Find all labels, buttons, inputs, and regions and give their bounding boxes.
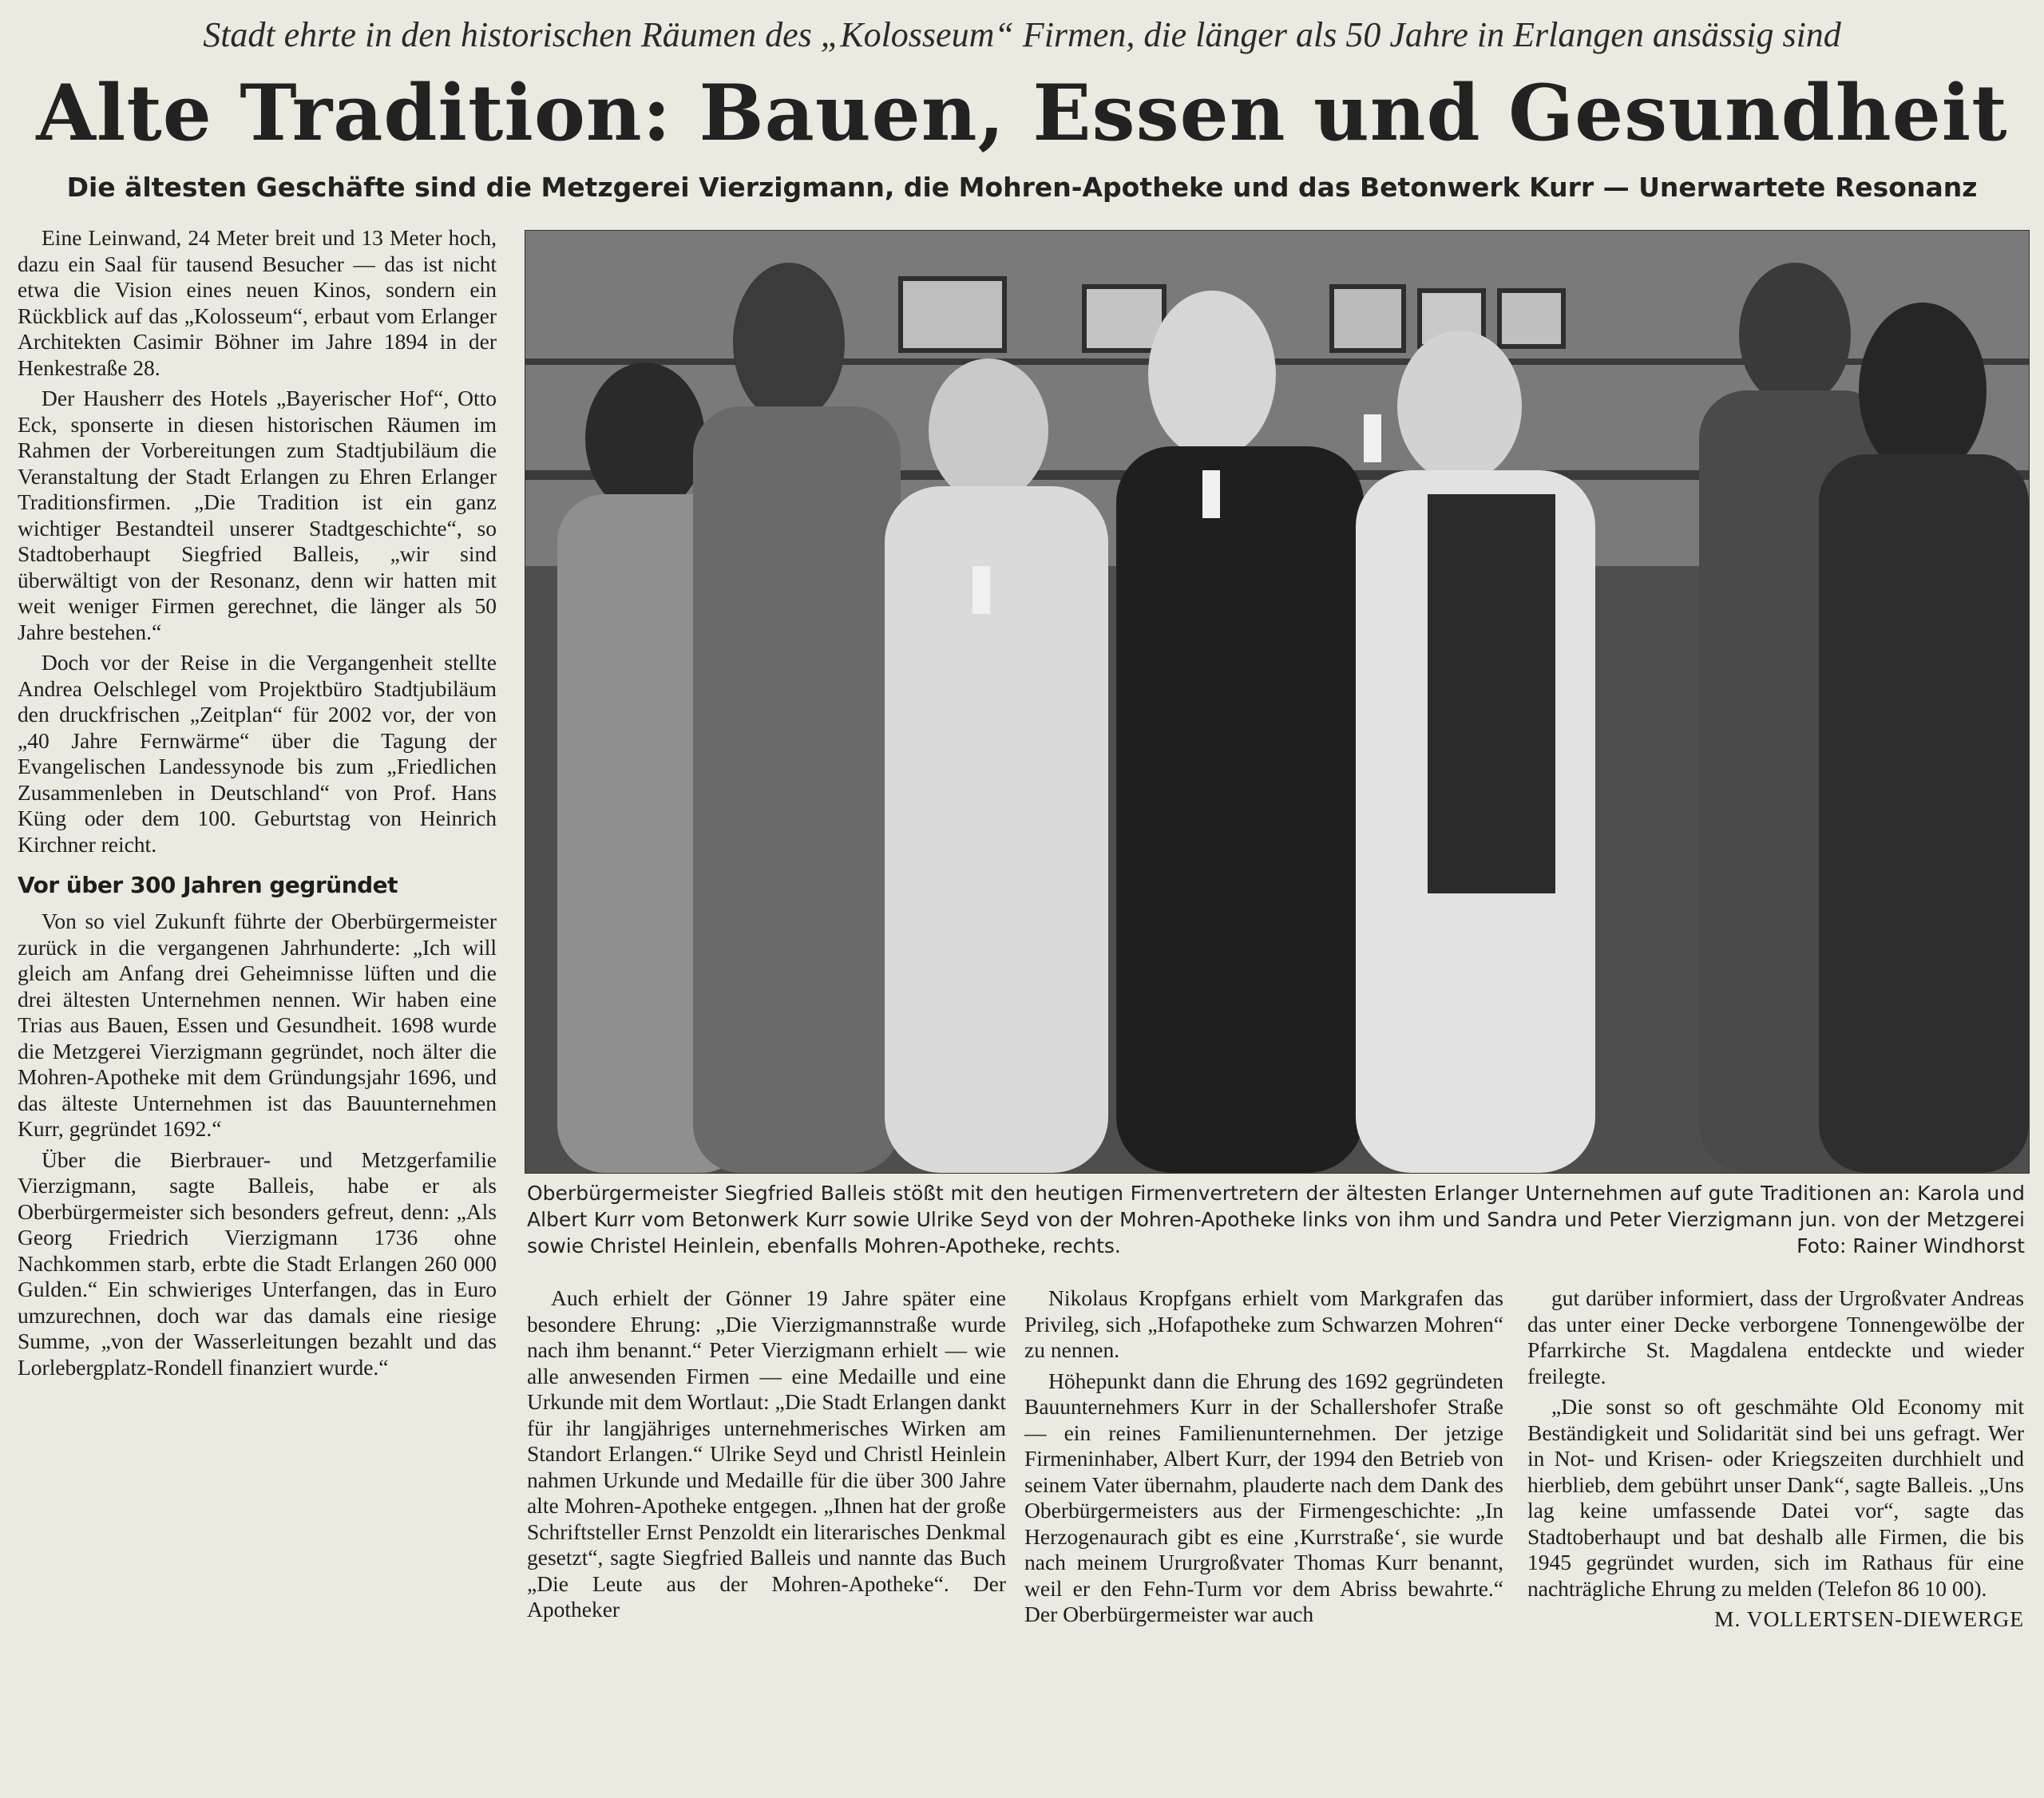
paragraph: Höhepunkt dann die Ehrung des 1692 gegründeten Bauunternehmers Kurr in der Schallershofer Straße — ein reines Familienunternehmen. Der jetzige Firmeninhaber, Albert Kurr, der 1994 den Betrieb von seinem Vater übernahm, plauderte nach dem Dank des Oberbürgermeisters aus der Firmengeschichte: „In Herzogenaurach gibt es eine ‚Kurrstraße‘, sie wurde nach meinem Ururgroßvater Thomas Kurr benannt, weil er den Fehn-Turm vor dem Abriss bewahrte.“ Der Oberbürgermeister war auch (1024, 1368, 1503, 1626)
article-column-2 (527, 1285, 1006, 1796)
paragraph: Über die Bierbrauer- und Metzgerfamilie Vierzigmann, sagte Balleis, habe er als Oberbürgermeister sich besonders gefreut, denn: „Als Georg Friedrich Vierzigmann 1736 ohne Nachkommen starb, erbte die Stadt Erlangen 260 000 Gulden.“ Ein schwieriges Unterfangen, das in Euro umzurechnen, doch war das damals eine riesige Summe, „von der Wasserleitungen bezahlt und das Lorlebergplatz-Rondell finanziert wurde.“ (18, 1147, 497, 1380)
kicker-line: Stadt ehrte in den historischen Räumen des „Kolosseum“ Firmen, die länger als 50 Jahre in Erlangen ansässig sind (203, 15, 1841, 54)
author-byline: M. VOLLERTSEN-DIEWERGE (1714, 1606, 2024, 1631)
photo-caption (527, 1180, 2025, 1259)
subheadline: Die ältesten Geschäfte sind die Metzgerei Vierzigmann, die Mohren-Apotheke und das Betonwerk Kurr — Unerwartete Resonanz (66, 172, 1978, 203)
paragraph: Eine Leinwand, 24 Meter breit und 13 Meter hoch, dazu ein Saal für tausend Besucher — das ist nicht etwa die Vision eines neuen Kinos, sondern ein Rückblick auf das „Kolosseum“, erbaut vom Erlanger Architekten Casimir Böhner im Jahre 1894 in der Henkestraße 28. (18, 225, 497, 380)
paragraph: gut darüber informiert, dass der Urgroßvater Andreas das unter einer Decke verborgene Tonnengewölbe der Pfarrkirche St. Magdalena entdeckte und wieder freilegte. (1527, 1285, 2024, 1388)
paragraph: Von so viel Zukunft führte der Oberbürgermeister zurück in die vergangenen Jahrhunderte: „Ich will gleich am Anfang drei Geheimnisse lüften und die drei ältesten Unternehmen nennen. Wir haben eine Trias aus Bauen, Essen und Gesundheit. 1698 wurde die Metzgerei Vierzigmann gegründet, noch älter die Mohren-Apotheke mit dem Gründungsjahr 1696, und das älteste Unternehmen ist das Bauunternehmen Kurr, gegründet 1692.“ (18, 909, 497, 1141)
paragraph: Nikolaus Kropfgans erhielt vom Markgrafen das Privileg, sich „Hofapotheke zum Schwarzen Mohren“ zu nennen. (1024, 1285, 1503, 1362)
paragraph: „Die sonst so oft geschmähte Old Economy mit Beständigkeit und Solidarität sind bei uns gefragt. Wer in Not- und Krisen- oder Kriegszeiten durchhielt und hierblieb, dem gebührt unser Dank“, sagte Balleis. „Uns lag keine umfassende Datei vor“, sagte das Stadtoberhaupt und bat deshalb alle Firmen, die bis 1945 gegründet wurden, sich im Rathaus für eine nachträgliche Ehrung zu melden (Telefon 86 10 00). (1527, 1394, 2024, 1601)
photo-illustration (525, 231, 2029, 1173)
headline: Alte Tradition: Bauen, Essen und Gesundheit (36, 68, 2008, 158)
caption-text: Oberbürgermeister Siegfried Balleis stößt mit den heutigen Firmenvertretern der ältesten Erlanger Unternehmen auf gute Traditionen an: Karola und Albert Kurr vom Betonwerk Kurr sowie Ulrike Seyd von der Mohren-Apotheke links von ihm und Sandra und Peter Vierzigmann jun. von der Metzgerei sowie Christel Heinlein, ebenfalls Mohren-Apotheke, rechts. (527, 1182, 2025, 1257)
section-subheading: Vor über 300 Jahren gegründet (18, 872, 398, 898)
article-column-3 (1024, 1285, 1503, 1796)
article-column-4 (1527, 1285, 2024, 1796)
paragraph: Auch erhielt der Gönner 19 Jahre später eine besondere Ehrung: „Die Vierzigmannstraße wurde nach ihm benannt.“ Peter Vierzigmann erhielt — wie alle anwesenden Firmen — eine Medaille und eine Urkunde mit dem Wortlaut: „Die Stadt Erlangen dankt für ihr langjähriges unternehmerisches Wirken am Standort Erlangen.“ Ulrike Seyd und Christl Heinlein nahmen Urkunde und Medaille für die über 300 Jahre alte Mohren-Apotheke entgegen. „Ihnen hat der große Schriftsteller Ernst Penzoldt ein literarisches Denkmal gesetzt“, sagte Siegfried Balleis und nannte das Buch „Die Leute aus der Mohren-Apotheke“. Der Apotheker (527, 1285, 1006, 1622)
article-column-1 (18, 225, 497, 1790)
news-photo (525, 230, 2030, 1174)
photo-credit: Foto: Rainer Windhorst (1796, 1234, 2025, 1257)
paragraph: Der Hausherr des Hotels „Bayerischer Hof“, Otto Eck, sponserte in diesen historischen Räumen im Rahmen der Vorbereitungen zum Stadtjubiläum die Veranstaltung der Stadt Erlangen zu Ehren Erlanger Traditionsfirmen. „Die Tradition ist ein ganz wichtiger Bestandteil unserer Stadtgeschichte“, so Stadtoberhaupt Siegfried Balleis, „wir sind überwältigt von der Resonanz, denn wir hatten mit weit weniger Firmen gerechnet, die länger als 50 Jahre bestehen.“ (18, 386, 497, 644)
paragraph: Doch vor der Reise in die Vergangenheit stellte Andrea Oelschlegel vom Projektbüro Stadtjubiläum den druckfrischen „Zeitplan“ für 2002 vor, der von „40 Jahre Fernwärme“ über die Tagung der Evangelischen Landessynode bis zum „Friedlichen Zusammenleben in Deutschland“ von Prof. Hans Küng oder dem 100. Geburtstag von Heinrich Kirchner reicht. (18, 650, 497, 857)
